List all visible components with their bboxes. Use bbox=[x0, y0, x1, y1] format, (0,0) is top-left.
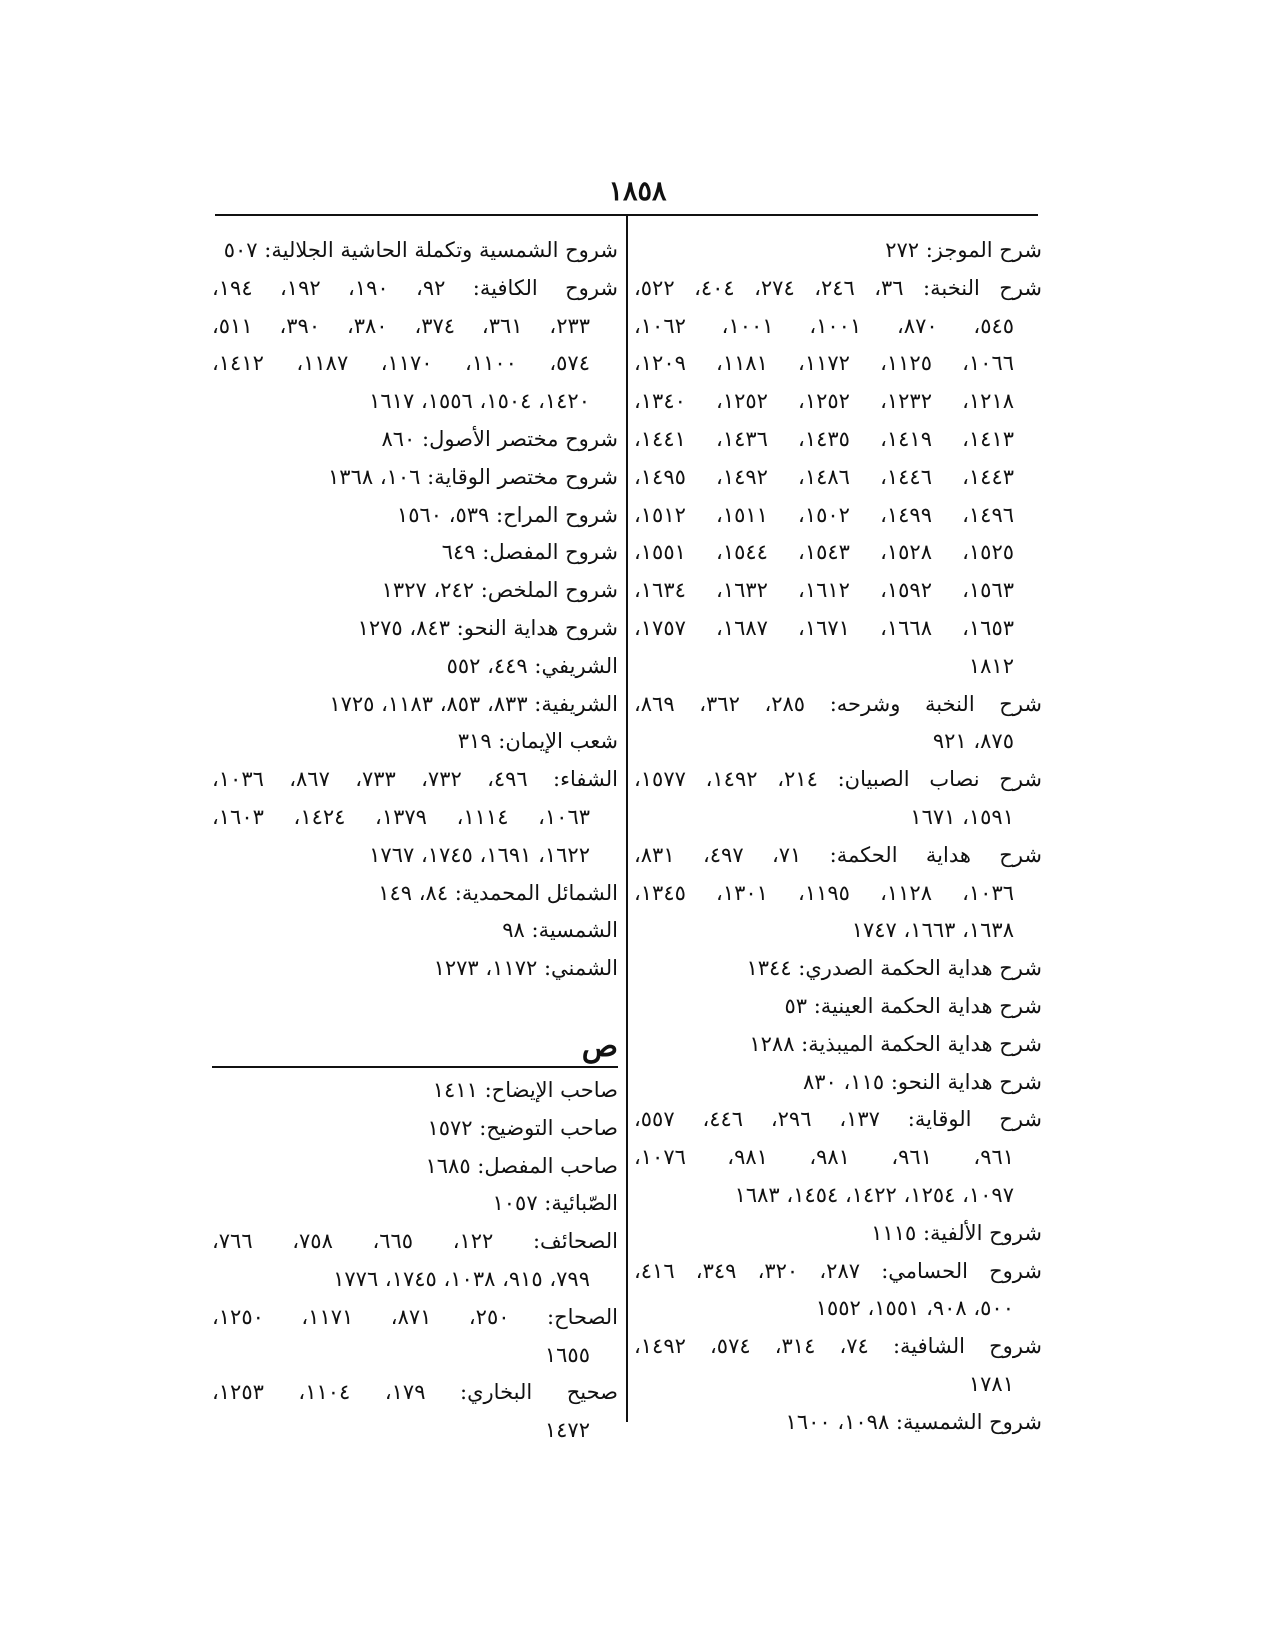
index-entry-line: ١٠٩٧، ١٢٥٤، ١٤٢٢، ١٤٥٤، ١٦٨٣ bbox=[734, 1182, 1014, 1207]
index-entry-line: ٧٩٩، ٩١٥، ١٠٣٨، ١٧٤٥، ١٧٧٦ bbox=[333, 1266, 590, 1291]
index-entry bbox=[212, 1148, 618, 1186]
index-entry-line: شرح الوقاية: ١٣٧، ٢٩٦، ٤٤٦، ٥٥٧، bbox=[634, 1107, 1042, 1132]
index-entry bbox=[212, 1185, 618, 1223]
index-entry bbox=[212, 1223, 618, 1299]
index-entry-line: ١٧٨١ bbox=[968, 1371, 1014, 1396]
index-entry-line: ١٦٥٣، ١٦٦٨، ١٦٧١، ١٦٨٧، ١٧٥٧، bbox=[634, 615, 1015, 640]
index-entry-line: ١٥٦٣، ١٥٩٢، ١٦١٢، ١٦٣٢، ١٦٣٤، bbox=[634, 578, 1015, 603]
index-entry-line: شرح النخبة وشرحه: ٢٨٥، ٣٦٢، ٨٦٩، bbox=[634, 691, 1043, 716]
index-entry-line: ٩٦١، ٩٦١، ٩٨١، ٩٨١، ١٠٧٦، bbox=[634, 1145, 1015, 1170]
index-entry-line: ١٨١٢ bbox=[968, 653, 1014, 678]
index-entry-line: شرح هداية الحكمة: ٧١، ٤٩٧، ٨٣١، bbox=[634, 842, 1043, 867]
index-entry-line: شروح الشمسية: ١٠٩٨، ١٦٠٠ bbox=[785, 1409, 1042, 1434]
index-entry bbox=[634, 1101, 1042, 1214]
index-entry bbox=[212, 232, 618, 270]
index-entry-line: شروح هداية النحو: ٨٤٣، ١٢٧٥ bbox=[357, 615, 618, 640]
left-column bbox=[212, 232, 618, 1450]
index-entry bbox=[634, 1404, 1042, 1442]
index-entry-line: ١٤٧٢ bbox=[544, 1418, 590, 1443]
index-entry-line: شروح الحسامي: ٢٨٧، ٣٢٠، ٣٤٩، ٤١٦، bbox=[634, 1258, 1042, 1283]
section-letter: ص bbox=[581, 1028, 618, 1064]
index-entry bbox=[634, 270, 1042, 686]
index-entry bbox=[634, 1253, 1042, 1329]
page-number: ١٨٥٨ bbox=[608, 176, 667, 207]
index-entry-line: شرح هداية النحو: ١١٥، ٨٣٠ bbox=[803, 1069, 1042, 1094]
index-entry-line: شروح المفصل: ٦٤٩ bbox=[441, 540, 618, 565]
index-entry bbox=[212, 534, 618, 572]
index-entry bbox=[212, 648, 618, 686]
index-entry-line: شرح هداية الحكمة الميبذية: ١٢٨٨ bbox=[749, 1031, 1042, 1056]
index-entry bbox=[212, 875, 618, 913]
index-entry-line: شروح الألفية: ١١١٥ bbox=[871, 1220, 1042, 1245]
left-column-entries bbox=[212, 232, 618, 988]
index-entry-line: صاحب الإيضاح: ١٤١١ bbox=[432, 1077, 618, 1102]
right-column bbox=[634, 232, 1042, 1442]
index-entry bbox=[212, 1299, 618, 1375]
index-entry-line: ٢٣٣، ٣٦١، ٣٧٤، ٣٨٠، ٣٩٠، ٥١١، bbox=[212, 313, 591, 338]
index-entry bbox=[212, 572, 618, 610]
column-divider bbox=[626, 216, 628, 1422]
index-entry-line: ١٤٤٣، ١٤٤٦، ١٤٨٦، ١٤٩٢، ١٤٩٥، bbox=[634, 464, 1015, 489]
index-entry-line: ١٢١٨، ١٢٣٢، ١٢٥٢، ١٢٥٢، ١٣٤٠، bbox=[634, 389, 1015, 414]
index-entry bbox=[634, 686, 1042, 762]
index-entry-line: شرح النخبة: ٣٦، ٢٤٦، ٢٧٤، ٤٠٤، ٥٢٢، bbox=[634, 275, 1043, 300]
index-entry-line: ١٠٦٣، ١١١٤، ١٣٧٩، ١٤٢٤، ١٦٠٣، bbox=[212, 804, 591, 829]
index-entry-line: ١٥٩١، ١٦٧١ bbox=[910, 804, 1014, 829]
index-entry bbox=[634, 837, 1042, 950]
index-entry bbox=[634, 761, 1042, 837]
index-entry-line: الشريفية: ٨٣٣، ٨٥٣، ١١٨٣، ١٧٢٥ bbox=[329, 691, 618, 716]
index-entry-line: الصحائف: ١٢٢، ٦٦٥، ٧٥٨، ٧٦٦، bbox=[212, 1229, 618, 1254]
index-entry bbox=[634, 232, 1042, 270]
index-entry-line: شروح الكافية: ٩٢، ١٩٠، ١٩٢، ١٩٤، bbox=[212, 275, 618, 300]
index-entry bbox=[212, 270, 618, 421]
index-entry bbox=[212, 1110, 618, 1148]
index-entry-line: ٥٧٤، ١١٠٠، ١١٧٠، ١١٨٧، ١٤١٢، bbox=[212, 351, 590, 376]
index-entry-line: ١٥٢٥، ١٥٢٨، ١٥٤٣، ١٥٤٤، ١٥٥١، bbox=[634, 540, 1015, 565]
index-entry-line: صحيح البخاري: ١٧٩، ١١٠٤، ١٢٥٣، bbox=[212, 1380, 619, 1405]
index-entry-line: شروح المراح: ٥٣٩، ١٥٦٠ bbox=[396, 502, 618, 527]
index-entry bbox=[212, 1072, 618, 1110]
index-entry bbox=[212, 723, 618, 761]
index-entry-line: شروح الشمسية وتكملة الحاشية الجلالية: ٥٠٧ bbox=[223, 238, 618, 262]
index-entry-line: الصّبائية: ١٠٥٧ bbox=[492, 1191, 618, 1216]
section-entries bbox=[212, 1072, 618, 1450]
right-column-entries bbox=[634, 232, 1042, 1442]
index-entry-line: الشمائل المحمدية: ٨٤، ١٤٩ bbox=[378, 880, 618, 905]
index-entry bbox=[634, 1026, 1042, 1064]
index-entry bbox=[212, 610, 618, 648]
index-entry-line: الشمني: ١١٧٢، ١٢٧٣ bbox=[433, 956, 618, 981]
index-entry-line: شرح هداية الحكمة الصدري: ١٣٤٤ bbox=[746, 956, 1042, 981]
index-entry bbox=[212, 912, 618, 950]
index-entry-line: ١٠٣٦، ١١٢٨، ١١٩٥، ١٣٠١، ١٣٤٥، bbox=[634, 880, 1015, 905]
index-entry-line: شعب الإيمان: ٣١٩ bbox=[457, 729, 618, 754]
index-entry bbox=[212, 497, 618, 535]
index-entry-line: الشمسية: ٩٨ bbox=[502, 918, 618, 943]
index-entry-line: شروح مختصر الوقاية: ١٠٦، ١٣٦٨ bbox=[328, 464, 618, 489]
index-entry-line: الشفاء: ٤٩٦، ٧٣٢، ٧٣٣، ٨٦٧، ١٠٣٦، bbox=[212, 767, 618, 792]
index-entry bbox=[212, 950, 618, 988]
index-entry bbox=[634, 1328, 1042, 1404]
index-entry-line: ١٤٢٠، ١٥٠٤، ١٥٥٦، ١٦١٧ bbox=[369, 389, 590, 414]
index-entry-line: شروح مختصر الأصول: ٨٦٠ bbox=[381, 426, 618, 451]
index-entry-line: ١٦٢٢، ١٦٩١، ١٧٤٥، ١٧٦٧ bbox=[369, 842, 590, 867]
index-entry-line: شروح الشافية: ٧٤، ٣١٤، ٥٧٤، ١٤٩٢، bbox=[634, 1334, 1043, 1359]
index-entry-line: ٨٧٥، ٩٢١ bbox=[932, 729, 1014, 754]
index-entry-line: صاحب المفصل: ١٦٨٥ bbox=[425, 1153, 618, 1178]
index-entry-line: ١٦٣٨، ١٦٦٣، ١٧٤٧ bbox=[851, 918, 1014, 943]
index-entry-line: شرح نصاب الصبيان: ٢١٤، ١٤٩٢، ١٥٧٧، bbox=[634, 767, 1042, 792]
index-entry-line: شرح الموجز: ٢٧٢ bbox=[885, 238, 1042, 262]
index-entry-line: صاحب التوضيح: ١٥٧٢ bbox=[427, 1115, 618, 1140]
index-entry bbox=[212, 761, 618, 874]
index-entry bbox=[212, 421, 618, 459]
index-entry-line: ١٤٩٦، ١٤٩٩، ١٥٠٢، ١٥١١، ١٥١٢، bbox=[634, 502, 1015, 527]
index-entry-line: ٥٠٠، ٩٠٨، ١٥٥١، ١٥٥٢ bbox=[815, 1296, 1014, 1321]
index-entry-line: ١٠٦٦، ١١٢٥، ١١٧٢، ١١٨١، ١٢٠٩، bbox=[634, 351, 1015, 376]
index-entry-line: شرح هداية الحكمة العينية: ٥٣ bbox=[784, 993, 1042, 1018]
section-rule bbox=[212, 1066, 618, 1068]
index-entry-line: ١٤١٣، ١٤١٩، ١٤٣٥، ١٤٣٦، ١٤٤١، bbox=[634, 426, 1015, 451]
index-entry bbox=[634, 1064, 1042, 1102]
index-entry-line: شروح الملخص: ٢٤٢، ١٣٢٧ bbox=[381, 578, 618, 603]
index-entry-line: ١٦٥٥ bbox=[544, 1342, 590, 1367]
index-entry bbox=[634, 950, 1042, 988]
index-entry bbox=[634, 1215, 1042, 1253]
index-entry-line: الشريفي: ٤٤٩، ٥٥٢ bbox=[446, 653, 618, 678]
index-entry bbox=[212, 686, 618, 724]
index-entry bbox=[212, 1374, 618, 1450]
index-entry-line: ٥٤٥، ٨٧٠، ١٠٠١، ١٠٠١، ١٠٦٢، bbox=[634, 313, 1015, 338]
index-entry bbox=[212, 459, 618, 497]
index-entry-line: الصحاح: ٢٥٠، ٨٧١، ١١٧١، ١٢٥٠، bbox=[212, 1304, 619, 1329]
index-entry bbox=[634, 988, 1042, 1026]
